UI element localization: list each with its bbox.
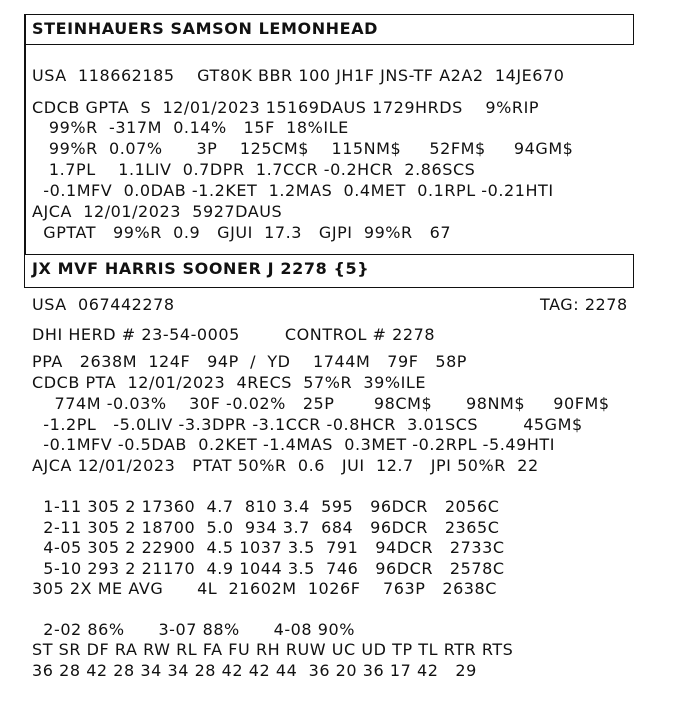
dam-name-box [24,254,634,288]
sire-registration-line: USA 118662185 GT80K BBR 100 JH1F JNS-TF A2A2 14JE670 [32,66,565,85]
dam-pta-line: CDCB PTA 12/01/2023 4RECS 57%R 39%ILE [32,373,427,392]
classification-line: 2-02 86% 3-07 88% 4-08 90% [32,620,355,639]
dam-production-line: 774M -0.03% 30F -0.02% 25P 98CM$ 98NM$ 90FM$ [32,394,610,413]
sire-gpta-line: CDCB GPTA S 12/01/2023 15169DAUS 1729HRDS 9%RIP [32,98,540,117]
sire-milk-line: 99%R -317M 0.14% 15F 18%ILE [32,118,349,137]
sire-index-line: 99%R 0.07% 3P 125CM$ 115NM$ 52FM$ 94GM$ [32,139,574,158]
dam-name: JX MVF HARRIS SOONER J 2278 {5} [32,259,370,278]
sire-health-line-1: 1.7PL 1.1LIV 0.7DPR 1.7CCR -0.2HCR 2.86SCS [32,160,476,179]
dam-registration-line: USA 067442278 [32,295,175,314]
lactation-record: 2-11 305 2 18700 5.0 934 3.7 684 96DCR 2365C [32,518,500,537]
lactation-record: 5-10 293 2 21170 4.9 1044 3.5 746 96DCR 2578C [32,559,505,578]
sire-health-line-2: -0.1MFV 0.0DAB -1.2KET 1.2MAS 0.4MET 0.1RPL -0.21HTI [32,181,554,200]
dam-herd-line: DHI HERD # 23-54-0005 CONTROL # 2278 [32,325,436,344]
lactation-record: 1-11 305 2 17360 4.7 810 3.4 595 96DCR 2056C [32,497,500,516]
sire-name: STEINHAUERS SAMSON LEMONHEAD [32,19,379,38]
dam-health-line-2: -0.1MFV -0.5DAB 0.2KET -1.4MAS 0.3MET -0.2RPL -5.49HTI [32,435,556,454]
sire-name-box [24,14,634,45]
dam-tag: TAG: 2278 [540,295,628,314]
sire-gptat-line: GPTAT 99%R 0.9 GJUI 17.3 GJPI 99%R 67 [32,223,452,242]
dam-ajca-line: AJCA 12/01/2023 PTAT 50%R 0.6 JUI 12.7 JPI 50%R 22 [32,456,539,475]
lactation-average: 305 2X ME AVG 4L 21602M 1026F 763P 2638C [32,579,497,598]
lactation-record: 4-05 305 2 22900 4.5 1037 3.5 791 94DCR 2733C [32,538,505,557]
trait-values: 36 28 42 28 34 34 28 42 42 44 36 20 36 17 42 29 [32,661,477,680]
sire-section-border [24,14,26,254]
trait-headers: ST SR DF RA RW RL FA FU RH RUW UC UD TP TL RTR RTS [32,640,514,659]
dam-ppa-line: PPA 2638M 124F 94P / YD 1744M 79F 58P [32,352,468,371]
dam-health-line-1: -1.2PL -5.0LIV -3.3DPR -3.1CCR -0.8HCR 3.01SCS 45GM$ [32,415,583,434]
sire-ajca-line: AJCA 12/01/2023 5927DAUS [32,202,283,221]
